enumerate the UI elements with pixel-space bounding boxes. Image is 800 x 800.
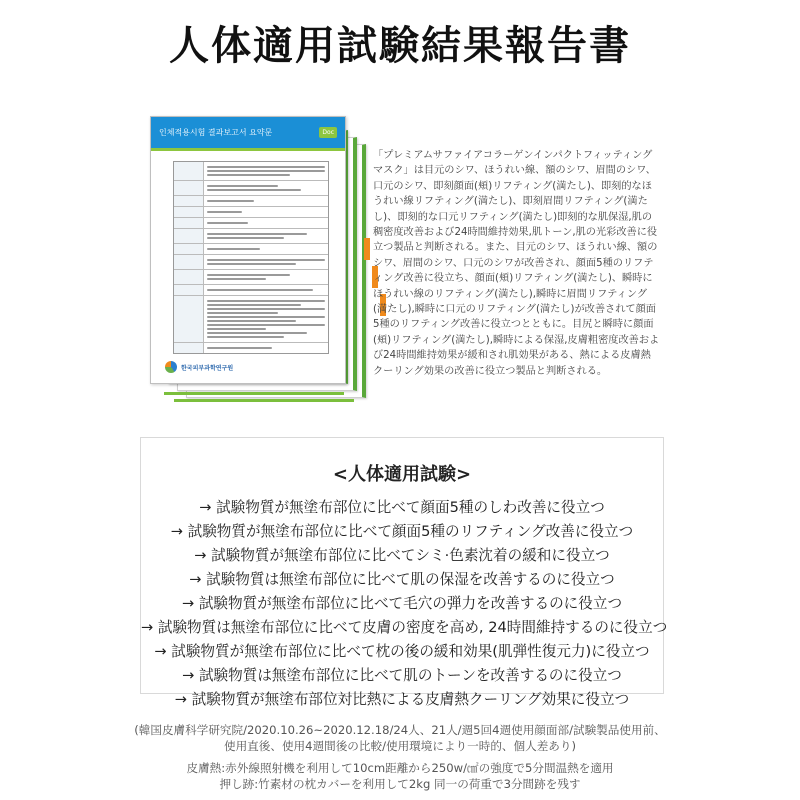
report-front-page <box>150 116 346 384</box>
page-title: 人体適用試験結果報告書 <box>169 23 631 69</box>
report-document-image <box>150 116 365 406</box>
results-box <box>140 437 668 708</box>
footnote-line-3: 皮膚熱:赤外線照射機を利用して10cm距離から250w/㎠の強度で5分間温熱を適用 <box>186 761 614 775</box>
institute-logo-icon <box>165 361 177 373</box>
result-item: → 試験物質は無塗布部位に比べて肌の保湿を改善するのに役立つ <box>189 571 615 588</box>
report-header-title: 인체적용시험 결과보고서 요약문 <box>159 128 273 137</box>
orange-tab <box>364 238 370 260</box>
institute-logo-text: 한국피부과학연구원 <box>181 364 234 372</box>
result-item: → 試験物質が無塗布部位に比べてシミ·色素沈着の緩和に役立つ <box>194 547 610 564</box>
report-header-badge: Doc <box>319 127 337 138</box>
product-description: 「プレミアムサファイアコラーゲンインパクトフィッティングマスク」は目元のシワ、ほうれい線、額のシワ、眉間のシワ、口元のシワ、即刻顔面(頬)リフティング(満たし)、即刻的なほうれい線リフティング(満たし)、即刻眉間リフティング(満たし)、即刻的な口元リフティング(満たし)即刻的な肌保湿,肌の稠密度改善および24時間維持効果,肌トーン,肌の光彩改善に役立つ製品と判断される。また、目元のシワ、ほうれい線、額のシワ、眉間のシワ、口元のシワが改善され、顔面5種のリフティング改善に役立ち、顔面(頬)リフティング(満たし)、瞬時にほうれい線のリフティング(満たし),瞬時に眉間リフティング(満たし),瞬時に口元のリフティング(満たし)が改善されて顔面5種のリフティング改善に役立つとともに。目尻と瞬時に顔面(頬)リフティング(満たし),瞬時による保湿,皮膚粗密度改善および24時間維持効果が緩和され肌効果がある、熱による皮膚熱クーリング効果の改善に役立つ製品と判断される。 <box>373 150 660 377</box>
footnote-line-4: 押し跡:竹素材の枕カバーを利用して2kg 同一の荷重で3分間跡を残す <box>219 777 581 791</box>
report-summary-table <box>173 161 329 354</box>
green-stripe <box>174 399 354 402</box>
footnote-line-1: (韓国皮膚科学研究院/2020.10.26~2020.12.18/24人、21人/週5回4週使用顔面部/試験製品使用前、 <box>134 723 666 737</box>
result-item: → 試験物質が無塗布部位に比べて顔面5種のリフティング改善に役立つ <box>170 523 634 540</box>
results-list <box>141 496 668 712</box>
report-header <box>151 117 345 151</box>
green-stripe <box>164 392 344 395</box>
result-item: → 試験物質が無塗布部位に比べて枕の後の緩和効果(肌弾性復元力)に役立つ <box>154 643 650 660</box>
report-footer <box>165 361 233 373</box>
result-item: → 試験物質が無塗布部位に比べて顔面5種のしわ改善に役立つ <box>199 499 605 516</box>
result-item: → 試験物質は無塗布部位に比べて皮膚の密度を高め, 24時間維持するのに役立つ <box>141 619 668 636</box>
footnote-line-2: 使用直後、使用4週間後の比較/使用環境により一時的、個人差あり) <box>223 739 577 753</box>
result-item: → 試験物質が無塗布部位に比べて毛穴の弾力を改善するのに役立つ <box>181 595 623 612</box>
results-title: <人体適用試験> <box>332 464 472 485</box>
result-item: → 試験物質が無塗布部位対比熱による皮膚熱クーリング効果に役立つ <box>174 691 630 708</box>
result-item: → 試験物質は無塗布部位に比べて肌のトーンを改善するのに役立つ <box>182 667 622 684</box>
